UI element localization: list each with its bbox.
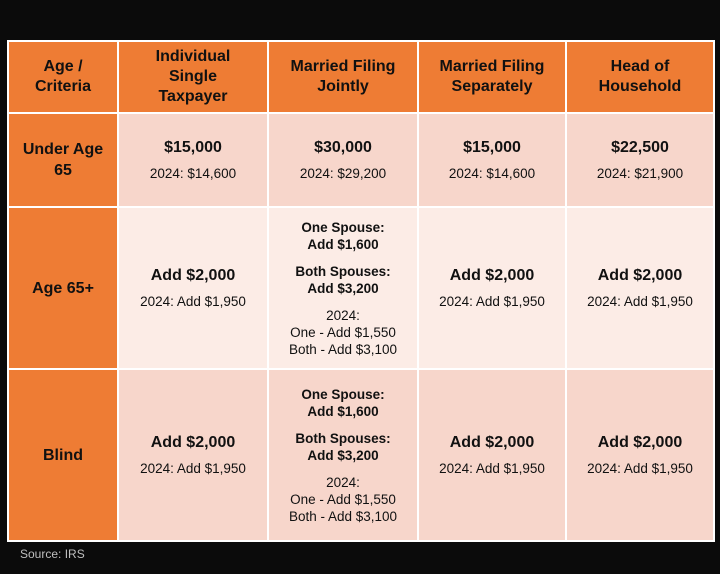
cell-joint — [268, 369, 418, 541]
cell-hoh — [566, 369, 714, 541]
amount: Add $2,000 — [597, 434, 683, 451]
header-age-criteria — [8, 41, 118, 113]
prior-year-amount: 2024: $29,200 — [299, 166, 387, 181]
row-label-text: Under Age 65 — [22, 141, 104, 179]
header-married-jointly — [268, 41, 418, 113]
prior-year-amount: 2024: Add $1,950 — [140, 461, 246, 476]
cell-single — [118, 113, 268, 207]
prior-year-amount: 2024: Add $1,950 — [140, 294, 246, 309]
row-label-under-65 — [8, 113, 118, 207]
source-caption: Source: IRS — [20, 547, 85, 561]
prior-year-amount: 2024: $21,900 — [596, 166, 684, 181]
cell-joint — [268, 207, 418, 369]
header-married-separately-label: Married Filing Separately — [439, 58, 545, 95]
row-label-blind — [8, 369, 118, 541]
header-head-of-household-label: Head of Household — [598, 58, 682, 95]
cell-separate — [418, 369, 566, 541]
header-married-separately — [418, 41, 566, 113]
prior-year-amount: 2024: $14,600 — [448, 166, 536, 181]
row-label-age-65-plus — [8, 207, 118, 369]
prior-year-amount: 2024: $14,600 — [149, 166, 237, 181]
table-row — [8, 207, 714, 369]
amount: $15,000 — [463, 139, 521, 156]
prior-year-label: 2024: — [326, 307, 360, 323]
cell-separate — [418, 113, 566, 207]
prior-one-spouse: One - Add $1,550 — [290, 491, 396, 507]
table-row — [8, 113, 714, 207]
standard-deduction-table — [7, 40, 715, 542]
prior-year-amount: 2024: Add $1,950 — [587, 461, 693, 476]
amount: Add $2,000 — [597, 267, 683, 284]
cell-joint — [268, 113, 418, 207]
header-head-of-household — [566, 41, 714, 113]
row-label-text: Blind — [43, 446, 83, 464]
amount: $30,000 — [314, 139, 372, 156]
prior-year-amount: 2024: Add $1,950 — [439, 294, 545, 309]
cell-hoh — [566, 207, 714, 369]
prior-year-label: 2024: — [326, 474, 360, 490]
prior-both-spouses: Both - Add $3,100 — [288, 341, 398, 357]
prior-both-spouses: Both - Add $3,100 — [288, 508, 398, 524]
amount: Add $2,000 — [449, 267, 535, 284]
amount: Add $2,000 — [150, 267, 236, 284]
prior-one-spouse: One - Add $1,550 — [290, 324, 396, 340]
cell-separate — [418, 207, 566, 369]
prior-year-amount: 2024: Add $1,950 — [587, 294, 693, 309]
one-spouse-amount: One Spouse: Add $1,600 — [301, 219, 385, 252]
cell-hoh — [566, 113, 714, 207]
header-individual-single — [118, 41, 268, 113]
cell-single — [118, 369, 268, 541]
header-row — [8, 41, 714, 113]
one-spouse-amount: One Spouse: Add $1,600 — [301, 386, 385, 419]
header-married-jointly-label: Married Filing Jointly — [290, 58, 396, 95]
table-row — [8, 369, 714, 541]
amount: $22,500 — [611, 139, 669, 156]
amount: $15,000 — [164, 139, 222, 156]
header-individual-single-label: Individual Single Taxpayer — [155, 48, 231, 105]
amount: Add $2,000 — [449, 434, 535, 451]
both-spouses-amount: Both Spouses: Add $3,200 — [295, 430, 391, 463]
header-age-criteria-label: Age / Criteria — [34, 58, 92, 95]
cell-single — [118, 207, 268, 369]
row-label-text: Age 65+ — [32, 279, 94, 297]
both-spouses-amount: Both Spouses: Add $3,200 — [295, 263, 391, 296]
prior-year-amount: 2024: Add $1,950 — [439, 461, 545, 476]
amount: Add $2,000 — [150, 434, 236, 451]
